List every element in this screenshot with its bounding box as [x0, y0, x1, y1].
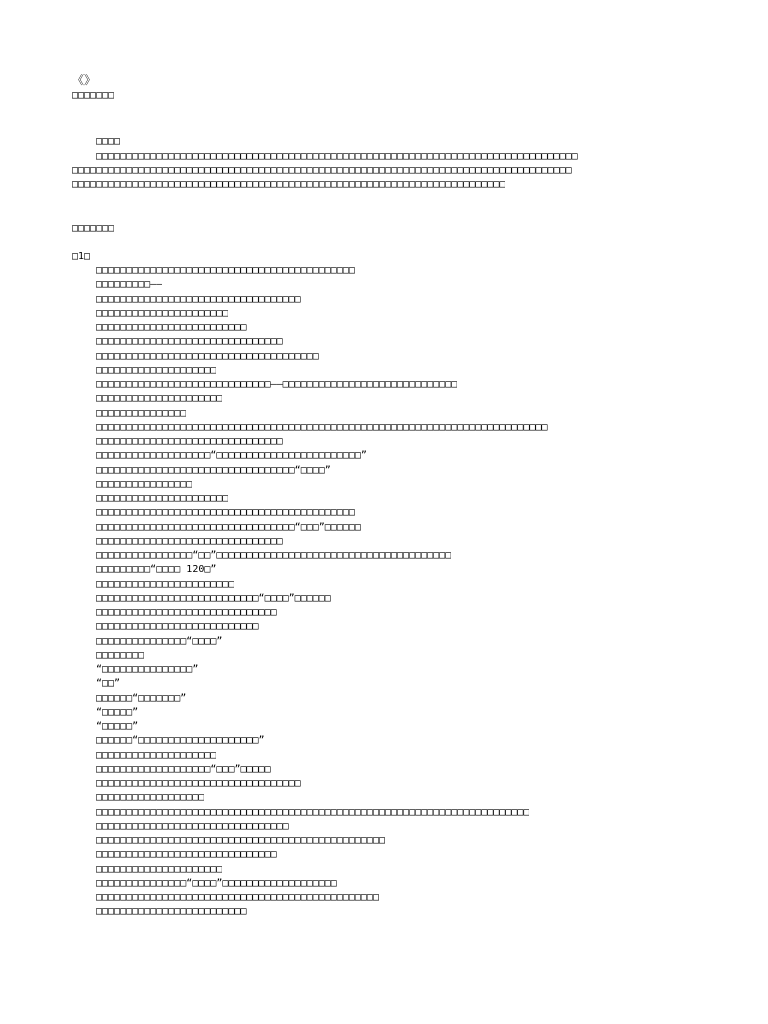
body-line: □□□□□□□□□□□□□□□□□□□□□□□□□□□□□□	[96, 849, 277, 861]
body-line: □□□□□□□□□□□□□□□□□□□□□□□□□□□□□——□□□□□□□□□□□□□□□□□□□□□□□□□□□□□	[96, 379, 458, 390]
body-line: □□□□□□□□□□□□□□□	[96, 407, 187, 419]
body-line: □□□□□□□□□□□□□□□□□□□□□	[96, 863, 223, 875]
body-line: “□□□□□”	[96, 706, 139, 718]
body-line: □□□□□□□□□□□□□□□□□□□□□□□□□	[96, 906, 247, 918]
body-line: □□□□□□□□□□□□□□□□	[96, 478, 193, 490]
body-line: □□□□□□□□□□□□□□□□□□□□□□□□□□□	[96, 621, 259, 633]
body-line: □□□□□□□□□□□□□□□□□□□□□□□□□□□□□□□□□“□□□”□□□□□□	[96, 521, 361, 533]
body-line: □□□□□□□□□□□□□□□□□□□□□□□□□□□□□□□□□□□□□□□□□□□	[96, 507, 355, 519]
body-line: □□□□□□□□□□□□□□□□□□□□□□□□□	[96, 322, 247, 333]
body-line: □□□□□□□□□□□□□□□□□□□□□□□□□□□□□□□	[96, 535, 283, 547]
document-title: 《》	[72, 73, 97, 87]
body-line: □□□□□□□□□□□□□□□□□□□□□□□□□□□□□□□	[96, 436, 283, 447]
body-line: □□□□□□□□□□□□□□□□□□□□□□□□□□□“□□□□”□□□□□□	[96, 592, 331, 604]
body-line: □□□□□□□□□□□□□□□□□□	[96, 792, 205, 804]
body-line: □□□□□□□□□□□□□□□□□□□□□□□□□□□□□□□□□□□□□□□□□□□	[96, 265, 355, 276]
body-line: “□□□□□”	[96, 721, 139, 732]
body-line: □□□□□□“□□□□□□□”	[96, 692, 187, 704]
body-line: □□□□□□□□□□□□□□□□□□□□□□□□□□□□□□□□□□□□□□□□□□□□□□□□□□□□□□□□□□□□□□□□□□□□□□□□□□□	[96, 421, 548, 433]
body-line: □□□□□□□□□□□□□□□□□□□□□□□□□□□□□□□□□“□□□□”	[96, 464, 331, 476]
document-subtitle: □□□□□□□	[72, 90, 115, 101]
intro-line: □□□□□□□□□□□□□□□□□□□□□□□□□□□□□□□□□□□□□□□□□□□□□□□□□□□□□□□□□□□□□□□□□□□□□□□□□□□□□□□□	[96, 151, 578, 162]
body-line: □□□□□□□□□□□□□□□□□□□□□□□□□□□□□□□□□□□□□□□□□□□□□□□□□□□□□□□□□□□□□□□□□□□□□□□□	[96, 806, 530, 818]
body-line: □□□□□□□□□□□□□□□□□□□“□□□□□□□□□□□□□□□□□□□□□□□□”	[96, 450, 367, 462]
body-line: □□□□□□□□□□□□□□□“□□□□”□□□□□□□□□□□□□□□□□□□	[96, 877, 337, 889]
body-line: □□□□□□□□□□□□□□□□“□□”□□□□□□□□□□□□□□□□□□□□□□□□□□□□□□□□□□□□□□□	[96, 550, 452, 561]
body-line: □□□□□□□□□□□□□□□□□□□□	[96, 749, 217, 761]
body-line: □□□□□□□□	[96, 649, 145, 661]
intro-heading: □□□□	[96, 136, 121, 147]
body-line: □□□□□□□□□“□□□□ 120□”	[96, 564, 217, 576]
body-line: □□□□□□□□□□□□□□□□□□□□□□□□□□□□□□□□□□	[96, 778, 301, 789]
body-line: □□□□□□□□□□□□□□□□□□□□□□□□□□□□□□	[96, 607, 277, 618]
body-line: □□□□□□□□□□□□□□□□□□□□	[96, 364, 217, 376]
body-line: □□□□□□□□□□□□□□□“□□□□”	[96, 635, 223, 647]
intro-line: □□□□□□□□□□□□□□□□□□□□□□□□□□□□□□□□□□□□□□□□□□□□□□□□□□□□□□□□□□□□□□□□□□□□□□□□	[72, 179, 506, 190]
body-line: “□□”	[96, 678, 121, 690]
body-line: □□□□□□“□□□□□□□□□□□□□□□□□□□□”	[96, 735, 265, 747]
body-line: □□□□□□□□□□□□□□□□□□□□□□□□□□□□□□□□□□	[96, 293, 301, 305]
body-line: □□□□□□□□□□□□□□□□□□□□□□□□□□□□□□□□	[96, 820, 289, 832]
body-line: □□□□□□□□□□□□□□□□□□□□□□□	[96, 578, 235, 590]
body-line: □□□□□□□□□□□□□□□□□□□□□□□□□□□□□□□□□□□□□□□□□□□□□□□□	[96, 835, 385, 846]
intro-line: □□□□□□□□□□□□□□□□□□□□□□□□□□□□□□□□□□□□□□□□□□□□□□□□□□□□□□□□□□□□□□□□□□□□□□□□□□□□□□□□□□□	[72, 165, 572, 176]
body-line: □□□□□□□□□□□□□□□□□□□□□□	[96, 307, 229, 319]
body-line: □□□□□□□□□□□□□□□□□□□□□□□□□□□□□□□	[96, 336, 283, 348]
body-line: “□□□□□□□□□□□□□□□”	[96, 664, 199, 675]
body-line: □□□□□□□□□——	[96, 279, 163, 291]
body-line: □□□□□□□□□□□□□□□□□□□□□□	[96, 493, 229, 504]
body-line: □□□□□□□□□□□□□□□□□□□□□□□□□□□□□□□□□□□□□	[96, 350, 319, 362]
body-line: □□□□□□□□□□□□□□□□□□□□□	[96, 393, 223, 405]
body-line: □□□□□□□□□□□□□□□□□□□□□□□□□□□□□□□□□□□□□□□□□□□□□□□	[96, 892, 379, 903]
section-heading: □□□□□□□	[72, 223, 115, 234]
body-line: □□□□□□□□□□□□□□□□□□□“□□□”□□□□□	[96, 763, 271, 775]
chapter-label: □1□	[72, 251, 91, 262]
